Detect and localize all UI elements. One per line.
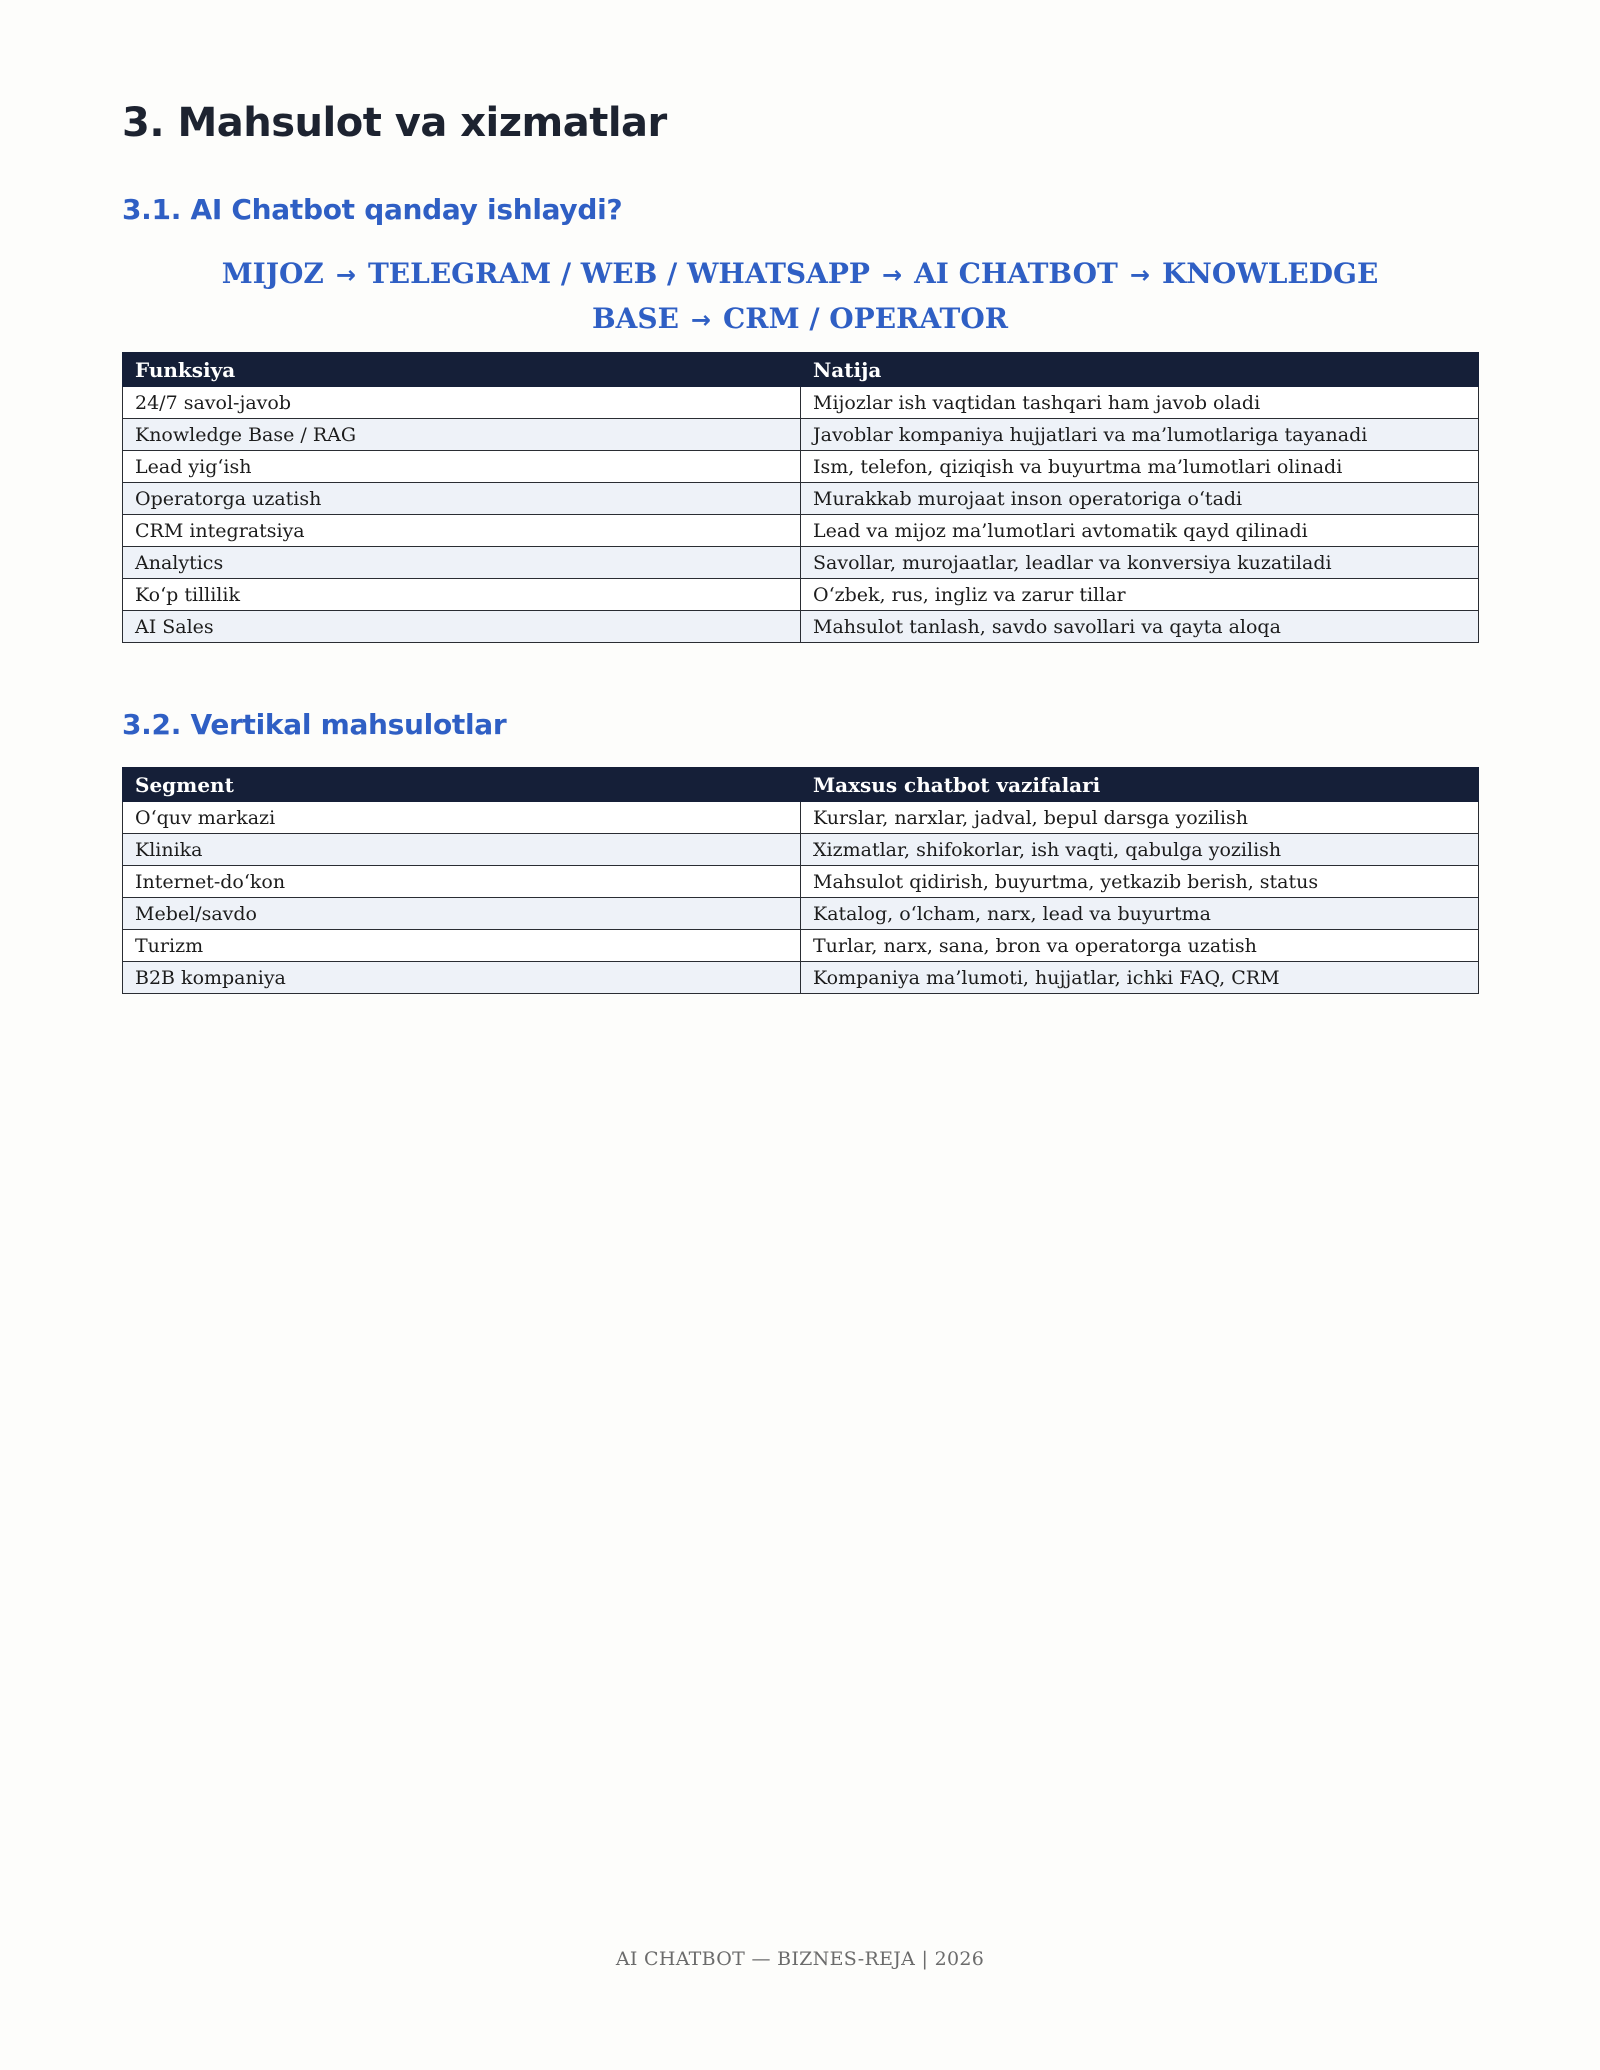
table-cell: O‘quv markazi xyxy=(123,802,801,834)
table-row xyxy=(123,579,1479,611)
flow-step: TELEGRAM / WEB / WHATSAPP xyxy=(367,257,870,290)
table-cell: Turlar, narx, sana, bron va operatorga uzatish xyxy=(801,930,1479,962)
table-row xyxy=(123,962,1479,994)
table-row xyxy=(123,451,1479,483)
table-cell: Kurslar, narxlar, jadval, bepul darsga yozilish xyxy=(801,802,1479,834)
table-cell: Mahsulot tanlash, savdo savollari va qayta aloqa xyxy=(801,611,1479,643)
table-row xyxy=(123,611,1479,643)
table-row xyxy=(123,483,1479,515)
page-heading: 3. Mahsulot va xizmatlar xyxy=(122,100,667,146)
table-cell: Knowledge Base / RAG xyxy=(123,419,801,451)
table-row xyxy=(123,802,1479,834)
table-header-row xyxy=(123,353,1479,387)
table-cell: Savollar, murojaatlar, leadlar va konversiya kuzatiladi xyxy=(801,547,1479,579)
table-cell: B2B kompaniya xyxy=(123,962,801,994)
column-header: Funksiya xyxy=(123,353,801,387)
table-row xyxy=(123,387,1479,419)
flow-step: CRM / OPERATOR xyxy=(723,302,1009,335)
table-row xyxy=(123,547,1479,579)
table-header-row xyxy=(123,768,1479,802)
flow-arrow-icon: → xyxy=(881,261,903,289)
table-cell: 24/7 savol-javob xyxy=(123,387,801,419)
table-cell: Kompaniya ma’lumoti, hujjatlar, ichki FAQ, CRM xyxy=(801,962,1479,994)
vertical-products-table xyxy=(122,767,1479,994)
page-footer: AI CHATBOT — BIZNES-REJA | 2026 xyxy=(615,1948,985,1970)
table-cell: Ism, telefon, qiziqish va buyurtma ma’lumotlari olinadi xyxy=(801,451,1479,483)
functions-table xyxy=(122,352,1479,643)
table-cell: Mijozlar ish vaqtidan tashqari ham javob oladi xyxy=(801,387,1479,419)
flow-step: KNOWLEDGE BASE xyxy=(591,257,1379,335)
table-cell: Analytics xyxy=(123,547,801,579)
table-row xyxy=(123,866,1479,898)
column-header: Natija xyxy=(801,353,1479,387)
table-cell: Turizm xyxy=(123,930,801,962)
table-row xyxy=(123,515,1479,547)
flow-arrow-icon: → xyxy=(1129,261,1150,289)
flow-arrow-icon: → xyxy=(335,261,356,289)
flow-step: MIJOZ xyxy=(221,257,324,290)
table-cell: Operatorga uzatish xyxy=(123,483,801,515)
table-cell: Mahsulot qidirish, buyurtma, yetkazib berish, status xyxy=(801,866,1479,898)
flow-step: AI CHATBOT xyxy=(914,257,1118,290)
table-cell: Murakkab murojaat inson operatoriga o‘tadi xyxy=(801,483,1479,515)
column-header: Segment xyxy=(123,768,801,802)
column-header: Maxsus chatbot vazifalari xyxy=(801,768,1479,802)
section-heading-3-2: 3.2. Vertikal mahsulotlar xyxy=(122,708,507,741)
table-cell: Klinika xyxy=(123,834,801,866)
table-cell: Katalog, o‘lcham, narx, lead va buyurtma xyxy=(801,898,1479,930)
table-row xyxy=(123,898,1479,930)
table-cell: Internet-do‘kon xyxy=(123,866,801,898)
chatbot-flow xyxy=(122,252,1478,342)
table-cell: O‘zbek, rus, ingliz va zarur tillar xyxy=(801,579,1479,611)
flow-arrow-icon: → xyxy=(690,306,712,334)
table-row xyxy=(123,419,1479,451)
table-cell: Lead yig‘ish xyxy=(123,451,801,483)
table-row xyxy=(123,930,1479,962)
table-cell: CRM integratsiya xyxy=(123,515,801,547)
section-heading-3-1: 3.1. AI Chatbot qanday ishlaydi? xyxy=(122,193,623,226)
table-cell: Lead va mijoz ma’lumotlari avtomatik qayd qilinadi xyxy=(801,515,1479,547)
table-cell: Ko‘p tillilik xyxy=(123,579,801,611)
table-cell: Xizmatlar, shifokorlar, ish vaqti, qabulga yozilish xyxy=(801,834,1479,866)
table-row xyxy=(123,834,1479,866)
table-cell: Javoblar kompaniya hujjatlari va ma’lumotlariga tayanadi xyxy=(801,419,1479,451)
table-cell: Mebel/savdo xyxy=(123,898,801,930)
table-cell: AI Sales xyxy=(123,611,801,643)
